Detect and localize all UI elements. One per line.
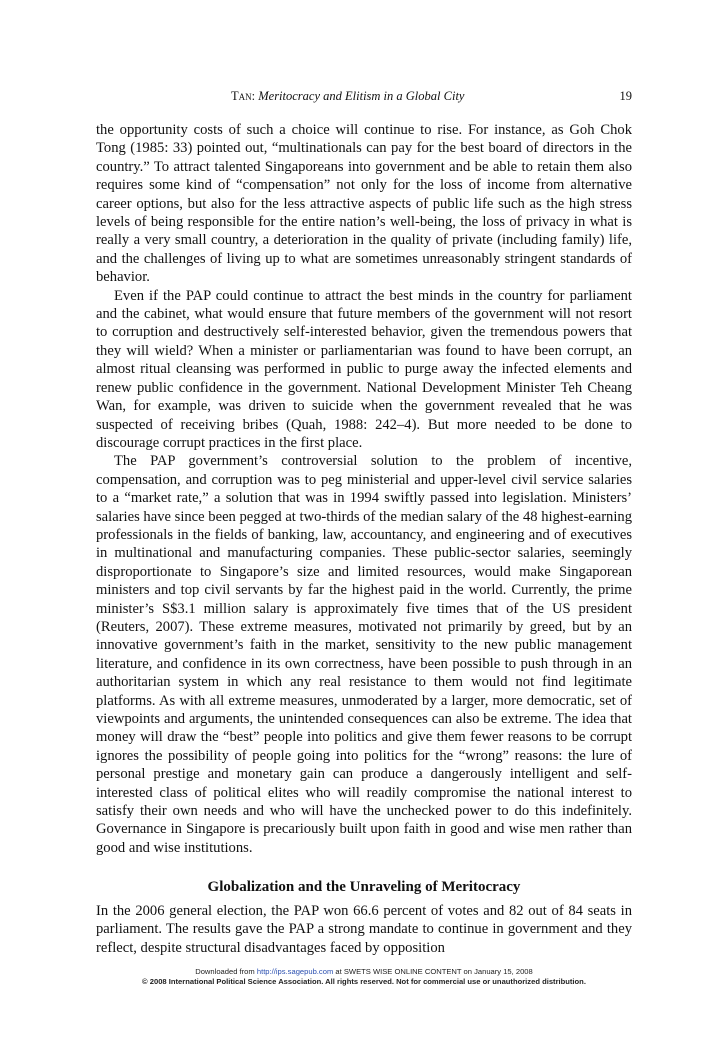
running-head-author: Tan: bbox=[231, 89, 256, 103]
paragraph-continued: the opportunity costs of such a choice will continue to rise. For instance, as Goh Chok Tong (1985: 33) pointed out, “multinationals can pay for the best board of directors in the country.” To attract talented Singaporeans into government and be able to retain them also requires some kind of “compensation” not only for the loss of income from alternative career options, but also for the less attractive aspects of public life such as the high stress levels of being responsible for the entire nation’s well-being, the loss of privacy in what is really a very small country, a deterioration in the quality of private (including family) life, and the challenges of living up to what are sometimes unreasonably stringent standards of behavior. bbox=[96, 122, 632, 286]
download-notice-suffix: at SWETS WISE ONLINE CONTENT on January 15, 2008 bbox=[335, 967, 533, 976]
download-footer bbox=[96, 967, 632, 987]
running-head bbox=[96, 89, 632, 107]
copyright-notice: © 2008 International Political Science Association. All rights reserved. Not for commercial use or unauthorized distribution. bbox=[142, 977, 586, 986]
paragraph-corruption: Even if the PAP could continue to attract the best minds in the country for parliament and the cabinet, what would ensure that future members of the government will not resort to corruption and destructively self-interested behavior, given the tremendous powers that they will wield? When a minister or parliamentarian was found to have been corrupt, an almost ritual cleansing was performed in public to purge away the infected elements and renew public confidence in the government. National Development Minister Teh Cheang Wan, for example, was driven to suicide when the government revealed that he was suspected of receiving bribes (Quah, 1988: 242–4). But more needed to be done to discourage corrupt practices in the first place. bbox=[96, 287, 632, 451]
download-notice bbox=[96, 967, 632, 977]
running-head-title bbox=[231, 89, 464, 104]
source-link[interactable]: http://ips.sagepub.com bbox=[256, 967, 334, 976]
page-number: 19 bbox=[619, 89, 632, 103]
section-text bbox=[96, 902, 632, 957]
body-text bbox=[96, 121, 632, 857]
paragraph-election: In the 2006 general election, the PAP won 66.6 percent of votes and 82 out of 84 seats in parliament. The results gave the PAP a strong mandate to continue in government and they reflect, despite structural disadvantages faced by opposition bbox=[96, 903, 632, 956]
download-notice-prefix: Downloaded from bbox=[195, 967, 255, 976]
paragraph-salaries: The PAP government’s controversial solution to the problem of incentive, compensation, and corruption was to peg ministerial and upper-level civil service salaries to a “market rate,” a solution that was in 1994 swiftly passed into legislation. Ministers’ salaries have since been pegged at two-thirds of the median salary of the 48 highest-earning professionals in the fields of banking, law, accountancy, and engineering and of executives in multinational and manufacturing companies. These public-sector salaries, seemingly disproportionate to Singapore’s size and limited resources, would make Singaporean ministers and top civil servants by far the highest paid in the world. Currently, the prime minister’s S$3.1 million salary is approximately five times that of the US president (Reuters, 2007). These extreme measures, motivated not primarily by greed, but by an innovative government’s faith in the market, sensitivity to the new public management literature, and confidence in its own correctness, have been possible to push through in an authoritarian system in which any real resistance to them would not find legitimate platforms. As with all extreme measures, unmoderated by a larger, more democratic, set of viewpoints and arguments, the unintended consequences can also be extreme. The idea that money will draw the “best” people into politics and give them fewer reasons to be corrupt ignores the possibility of people going into politics for the “wrong” reasons: the lure of personal prestige and monetary gain can produce a dangerously intelligent and self-interested class of political elites who will readily compromise the national interest to satisfy their own needs and who will have the unchecked power to do this indefinitely. Governance in Singapore is precariously built upon faith in good and wise men rather than good and wise institutions. bbox=[96, 453, 632, 856]
running-head-article-title: Meritocracy and Elitism in a Global City bbox=[258, 89, 465, 103]
section-heading: Globalization and the Unraveling of Meritocracy bbox=[207, 879, 521, 895]
